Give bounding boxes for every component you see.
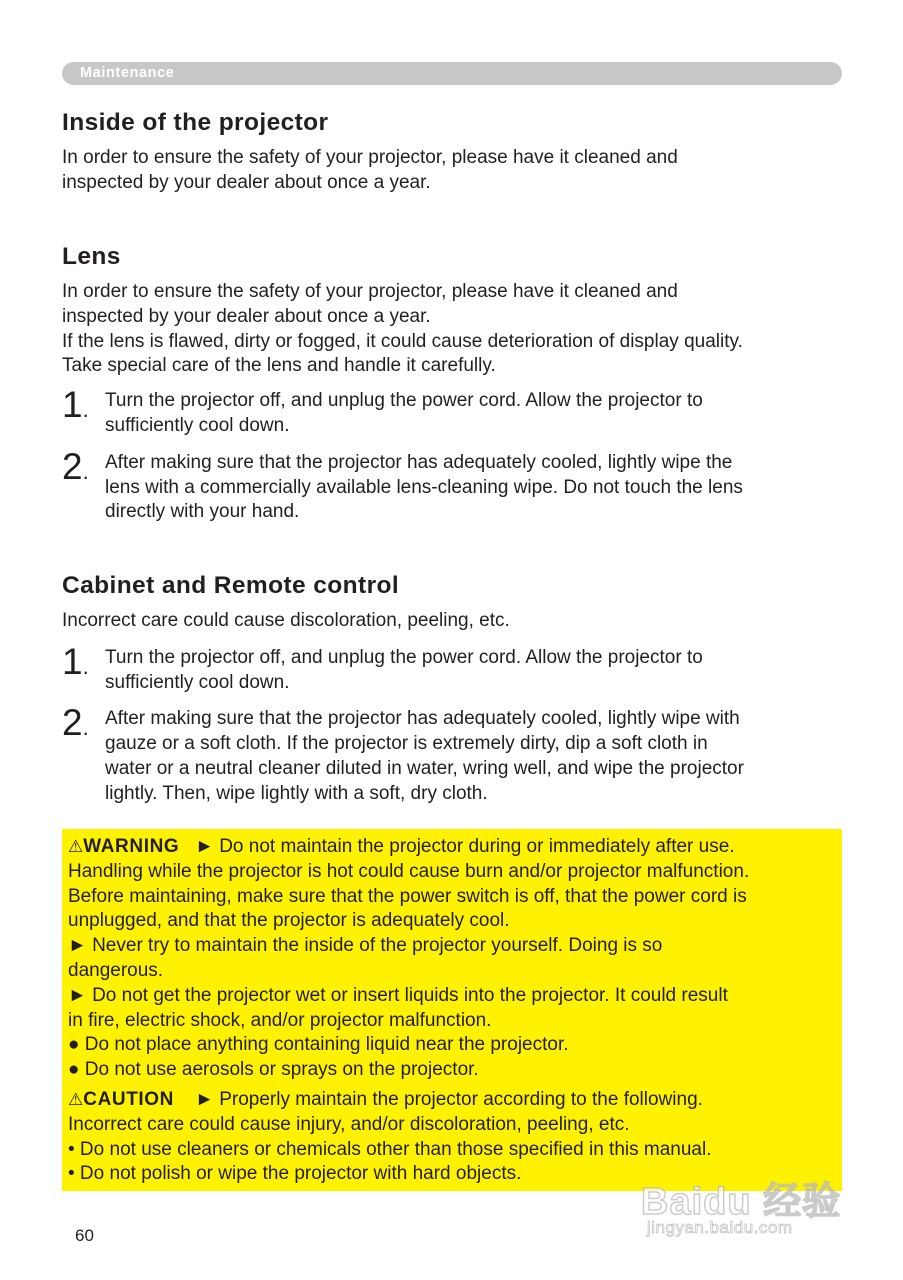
step-line: water or a neutral cleaner diluted in water, wring well, and wipe the projector bbox=[105, 757, 744, 779]
section-lens bbox=[62, 242, 842, 525]
lens-line: If the lens is flawed, dirty or fogged, it could cause deterioration of display quality. bbox=[62, 330, 743, 352]
inside-line: inspected by your dealer about once a year. bbox=[62, 171, 431, 193]
inside-line: In order to ensure the safety of your projector, please have it cleaned and bbox=[62, 147, 678, 168]
cabinet-step-2 bbox=[62, 702, 842, 806]
caution-line: Incorrect care could cause injury, and/or discoloration, peeling, etc. bbox=[68, 1113, 630, 1135]
warning-line: Handling while the projector is hot could cause burn and/or projector malfunction. bbox=[68, 860, 750, 882]
lens-title: Lens bbox=[62, 243, 121, 270]
caution-keyword: CAUTION bbox=[83, 1088, 174, 1110]
lens-step-1 bbox=[62, 384, 842, 439]
section-header-bar bbox=[62, 62, 842, 85]
inside-title: Inside of the projector bbox=[62, 109, 329, 136]
step-line: After making sure that the projector has adequately cooled, lightly wipe the bbox=[105, 451, 733, 473]
caution-line: • Do not polish or wipe the projector with hard objects. bbox=[68, 1163, 522, 1185]
step-line: sufficiently cool down. bbox=[105, 671, 290, 693]
caution-heading bbox=[68, 1088, 840, 1113]
step-line: sufficiently cool down. bbox=[105, 414, 290, 436]
warning-first-line: ► Do not maintain the projector during or immediately after use. bbox=[195, 836, 735, 857]
step-number: 1. bbox=[62, 640, 89, 682]
warning-box bbox=[62, 829, 842, 1191]
lens-step-2 bbox=[62, 445, 842, 525]
warning-keyword: WARNING bbox=[83, 836, 180, 857]
cabinet-step-1 bbox=[62, 640, 842, 696]
cabinet-title: Cabinet and Remote control bbox=[62, 572, 400, 599]
warning-triangle-icon: ⚠ bbox=[68, 837, 84, 856]
warning-line: ● Do not place anything containing liquid near the projector. bbox=[68, 1034, 569, 1056]
step-line: directly with your hand. bbox=[105, 501, 300, 523]
step-number: 2. bbox=[62, 445, 89, 487]
page-number: 60 bbox=[75, 1226, 94, 1245]
warning-line: Before maintaining, make sure that the power switch is off, that the power cord is bbox=[68, 885, 747, 907]
watermark-url: jingyan.baidu.com bbox=[647, 1218, 793, 1237]
lens-line: inspected by your dealer about once a year. bbox=[62, 305, 431, 327]
warning-line: dangerous. bbox=[68, 959, 164, 981]
step-number: 2. bbox=[62, 702, 89, 744]
step-line: After making sure that the projector has adequately cooled, lightly wipe with bbox=[105, 708, 740, 730]
watermark-brand: Baidu 经验 bbox=[641, 1181, 842, 1223]
caution-first-line: ► Properly maintain the projector according to the following. bbox=[195, 1088, 703, 1110]
step-line: Turn the projector off, and unplug the power cord. Allow the projector to bbox=[105, 646, 703, 668]
cabinet-line: Incorrect care could cause discoloration, peeling, etc. bbox=[62, 610, 510, 631]
caution-line: • Do not use cleaners or chemicals other than those specified in this manual. bbox=[68, 1138, 712, 1160]
section-inside bbox=[62, 108, 842, 196]
warning-line: unplugged, and that the projector is adequately cool. bbox=[68, 910, 510, 932]
caution-triangle-icon: ⚠ bbox=[68, 1089, 84, 1109]
warning-line: ► Do not get the projector wet or insert liquids into the projector. It could result bbox=[68, 984, 728, 1006]
step-line: gauze or a soft cloth. If the projector is extremely dirty, dip a soft cloth in bbox=[105, 733, 708, 755]
section-label: Maintenance bbox=[80, 65, 175, 81]
step-line: Turn the projector off, and unplug the power cord. Allow the projector to bbox=[105, 390, 703, 412]
step-number: 1. bbox=[62, 384, 89, 426]
warning-line: ● Do not use aerosols or sprays on the projector. bbox=[68, 1059, 479, 1081]
step-line: lightly. Then, wipe lightly with a soft, dry cloth. bbox=[105, 782, 488, 804]
lens-line: In order to ensure the safety of your projector, please have it cleaned and bbox=[62, 281, 678, 302]
warning-line: ► Never try to maintain the inside of the projector yourself. Doing is so bbox=[68, 935, 663, 957]
lens-line: Take special care of the lens and handle it carefully. bbox=[62, 355, 496, 377]
watermark-logo bbox=[637, 1148, 857, 1248]
warning-heading bbox=[68, 835, 840, 860]
warning-line: in fire, electric shock, and/or projector malfunction. bbox=[68, 1009, 492, 1031]
section-cabinet bbox=[62, 571, 842, 807]
step-line: lens with a commercially available lens-cleaning wipe. Do not touch the lens bbox=[105, 476, 743, 498]
